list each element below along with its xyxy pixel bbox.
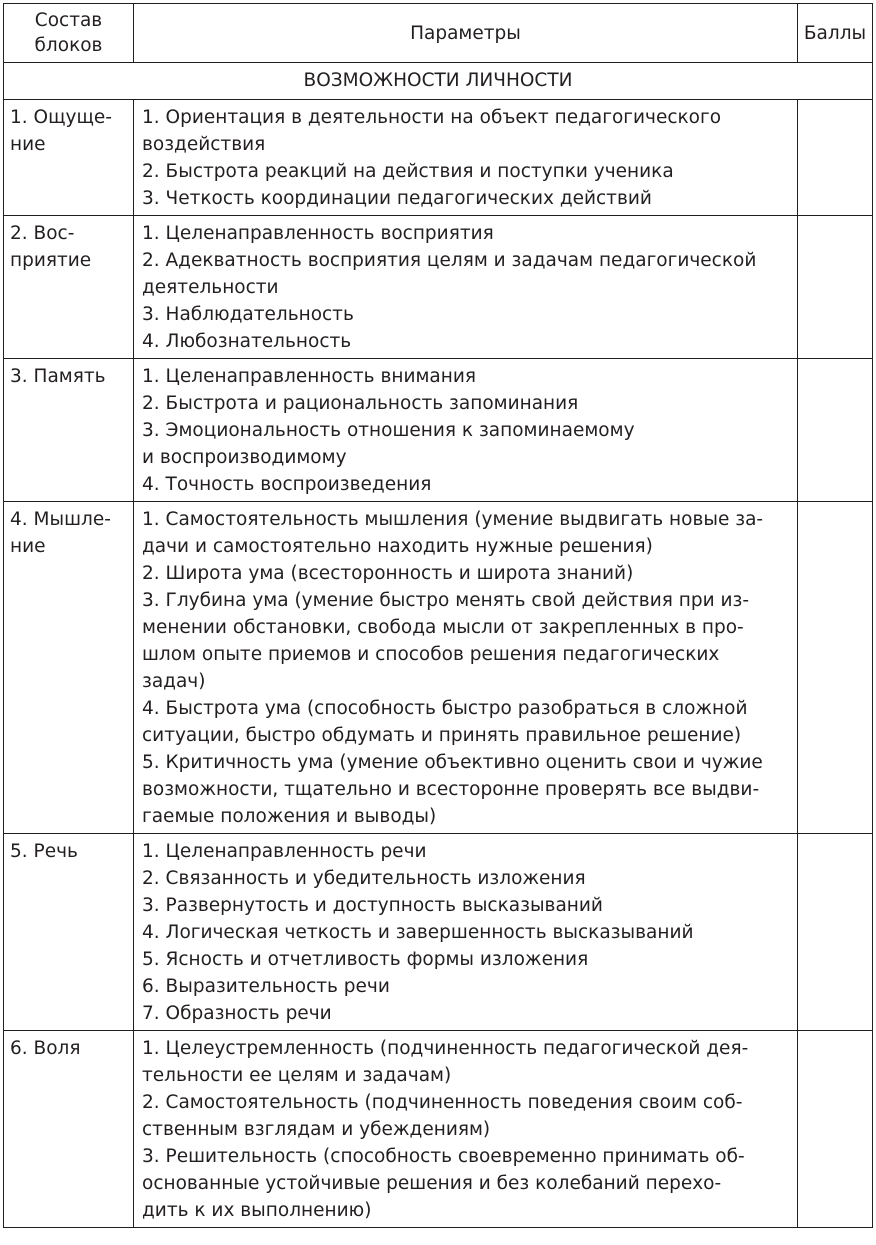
score-cell[interactable] xyxy=(798,502,873,834)
header-block-line: Состав xyxy=(34,10,103,31)
score-cell[interactable] xyxy=(798,216,873,359)
parameters-cell xyxy=(134,502,798,834)
block-name-line: ние xyxy=(10,134,46,155)
header-block-line: блоков xyxy=(34,35,103,56)
parameters-cell xyxy=(134,216,798,359)
parameters-cell xyxy=(134,834,798,1031)
header-block-composition xyxy=(4,4,134,63)
score-cell[interactable] xyxy=(798,359,873,502)
section-title: ВОЗМОЖНОСТИ ЛИЧНОСТИ xyxy=(4,63,873,100)
parameter-line: 1. Целенаправленность речи xyxy=(142,841,427,862)
table-row xyxy=(4,216,873,359)
block-name-line: ние xyxy=(10,536,46,557)
parameter-line: и воспроизводимому xyxy=(142,447,347,468)
parameter-line: 1. Целенаправленность внимания xyxy=(142,366,477,387)
parameter-line: 4. Быстрота ума (способность быстро разобраться в сложной xyxy=(142,698,748,719)
parameter-line: 4. Логическая четкость и завершенность высказываний xyxy=(142,922,694,943)
parameter-line: 6. Выразительность речи xyxy=(142,976,390,997)
table-row xyxy=(4,1031,873,1228)
table-row xyxy=(4,834,873,1031)
parameter-line: 1. Самостоятельность мышления (умение выдвигать новые за- xyxy=(142,509,764,530)
block-name-line: 2. Вос- xyxy=(10,223,75,244)
block-name-line: 4. Мышле- xyxy=(10,509,111,530)
header-parameters: Параметры xyxy=(134,4,798,63)
block-name-cell xyxy=(4,216,134,359)
parameter-line: основанные устойчивые решения и без колебаний перехо- xyxy=(142,1173,722,1194)
block-name-line: 1. Ощуще- xyxy=(10,107,112,128)
header-row xyxy=(4,4,873,63)
parameter-line: деятельности xyxy=(142,277,279,298)
block-name-cell xyxy=(4,100,134,216)
assessment-table xyxy=(3,3,873,1228)
parameter-line: 5. Критичность ума (умение объективно оценить свои и чужие xyxy=(142,752,763,773)
table-row xyxy=(4,359,873,502)
parameter-line: 3. Решительность (способность своевременно принимать об- xyxy=(142,1146,745,1167)
parameter-line: ситуации, быстро обдумать и принять правильное решение) xyxy=(142,725,742,746)
parameter-line: 4. Точность воспроизведения xyxy=(142,474,432,495)
parameter-line: 2. Широта ума (всесторонность и широта знаний) xyxy=(142,563,634,584)
parameter-line: воздействия xyxy=(142,134,266,155)
table-row xyxy=(4,502,873,834)
parameter-line: шлом опыте приемов и способов решения педагогических xyxy=(142,644,720,665)
parameter-line: ственным взглядам и убеждениям) xyxy=(142,1119,491,1140)
block-name-cell xyxy=(4,834,134,1031)
parameter-line: дачи и самостоятельно находить нужные решения) xyxy=(142,536,653,557)
score-cell[interactable] xyxy=(798,834,873,1031)
block-name-cell xyxy=(4,502,134,834)
parameters-cell xyxy=(134,1031,798,1228)
block-name-line: 3. Память xyxy=(10,366,106,387)
parameter-line: 2. Самостоятельность (подчиненность поведения своим соб- xyxy=(142,1092,743,1113)
parameter-line: задач) xyxy=(142,671,206,692)
parameter-line: 3. Четкость координации педагогических действий xyxy=(142,188,652,209)
parameter-line: 2. Адекватность восприятия целям и задачам педагогической xyxy=(142,250,757,271)
parameter-line: 2. Быстрота и рациональность запоминания xyxy=(142,393,579,414)
parameters-cell xyxy=(134,359,798,502)
parameter-line: гаемые положения и выводы) xyxy=(142,806,437,827)
parameters-cell xyxy=(134,100,798,216)
parameter-line: 2. Связанность и убедительность изложения xyxy=(142,868,586,889)
parameter-line: 3. Наблюдательность xyxy=(142,304,354,325)
block-name-line: 6. Воля xyxy=(10,1038,81,1059)
parameter-line: 7. Образность речи xyxy=(142,1003,332,1024)
parameter-line: возможности, тщательно и всесторонне проверять все выдви- xyxy=(142,779,760,800)
score-cell[interactable] xyxy=(798,100,873,216)
parameter-line: тельности ее целям и задачам) xyxy=(142,1065,452,1086)
section-row xyxy=(4,63,873,100)
parameter-line: 3. Эмоциональность отношения к запоминаемому xyxy=(142,420,635,441)
block-name-cell xyxy=(4,359,134,502)
parameter-line: 3. Глубина ума (умение быстро менять свой действия при из- xyxy=(142,590,750,611)
table-row xyxy=(4,100,873,216)
parameter-line: 5. Ясность и отчетливость формы изложения xyxy=(142,949,589,970)
parameter-line: 2. Быстрота реакций на действия и поступки ученика xyxy=(142,161,674,182)
block-name-line: 5. Речь xyxy=(10,841,78,862)
score-cell[interactable] xyxy=(798,1031,873,1228)
parameter-line: 1. Целенаправленность восприятия xyxy=(142,223,494,244)
parameter-line: 1. Ориентация в деятельности на объект педагогического xyxy=(142,107,722,128)
parameter-line: 1. Целеустремленность (подчиненность педагогической дея- xyxy=(142,1038,749,1059)
parameter-line: 3. Развернутость и доступность высказываний xyxy=(142,895,603,916)
block-name-cell xyxy=(4,1031,134,1228)
block-name-line: приятие xyxy=(10,250,92,271)
header-score: Баллы xyxy=(798,4,873,63)
parameter-line: дить к их выполнению) xyxy=(142,1200,372,1221)
parameter-line: менении обстановки, свобода мысли от закрепленных в про- xyxy=(142,617,744,638)
parameter-line: 4. Любознательность xyxy=(142,331,352,352)
